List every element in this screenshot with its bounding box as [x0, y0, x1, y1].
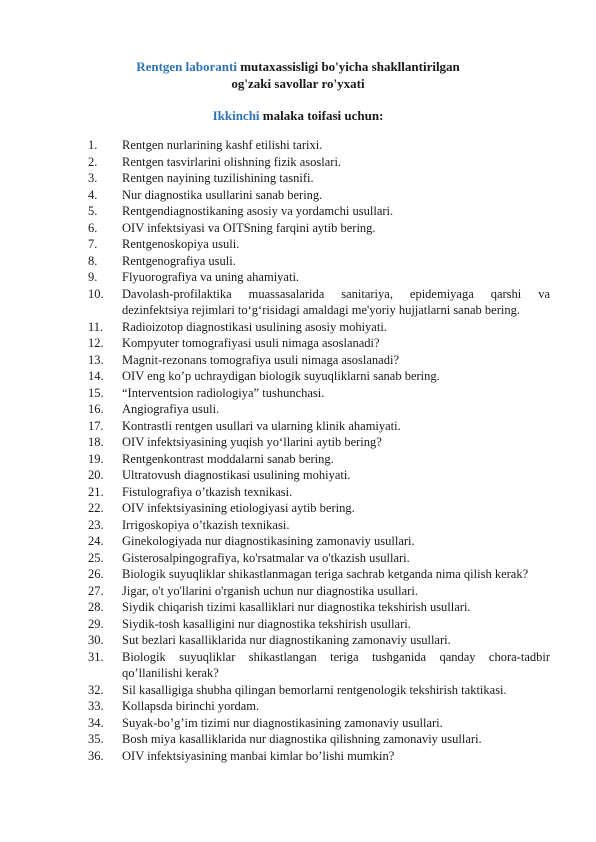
question-text: Nur diagnostika usullarini sanab bering. — [122, 187, 323, 202]
question-number: 24. — [88, 534, 104, 548]
question-number: 9. — [88, 270, 98, 284]
question-text: Biologik suyuqliklar shikastlanmagan teriga sachrab ketganda nima qilish kerak? — [122, 567, 529, 581]
question-item — [88, 335, 550, 352]
question-text: Sil kasalligiga shubha qilingan bemorlarni rentgenologik tekshirish taktikasi. — [122, 682, 507, 697]
question-number: 12. — [88, 336, 104, 350]
question-item — [88, 236, 550, 253]
question-item — [88, 715, 550, 732]
question-text: Rentgen tasvirlarini olishning fizik asoslari. — [122, 154, 342, 169]
question-text: OIV infektsiyasi va OITSning farqini aytib bering. — [122, 220, 376, 235]
question-number: 15. — [88, 385, 104, 400]
question-number: 11. — [88, 319, 104, 334]
question-item — [88, 533, 550, 550]
document-subtitle — [0, 107, 596, 124]
question-text: Bosh miya kasalliklarida nur diagnostika qilishning zamonaviy usullari. — [122, 732, 482, 746]
question-number: 23. — [88, 517, 104, 532]
question-text: OIV infektsiyasining etiologiyasi aytib bering. — [122, 501, 355, 515]
question-number: 30. — [88, 633, 104, 647]
question-item — [88, 385, 550, 402]
question-number: 3. — [88, 171, 98, 185]
question-list — [88, 137, 550, 764]
question-number: 29. — [88, 616, 104, 631]
question-item — [88, 467, 550, 484]
question-number: 4. — [88, 187, 98, 202]
question-text: Siydik chiqarish tizimi kasalliklari nur diagnostika tekshirish usullari. — [122, 600, 471, 614]
question-number: 14. — [88, 369, 104, 383]
question-text: Kontrastli rentgen usullari va ularning klinik ahamiyati. — [122, 418, 401, 433]
question-text: “Interventsion radiologiya” tushunchasi. — [122, 385, 325, 400]
question-text: OIV infektsiyasining yuqish yo‘llarini aytib bering? — [122, 435, 382, 449]
question-text: OIV eng ko’p uchraydigan biologik suyuqliklarni sanab bering. — [122, 369, 440, 383]
question-number: 20. — [88, 468, 104, 482]
question-item — [88, 253, 550, 270]
question-item — [88, 748, 550, 765]
question-number: 17. — [88, 418, 104, 433]
question-item — [88, 203, 550, 220]
document-title — [0, 58, 596, 92]
title-line-1 — [0, 58, 596, 75]
question-item — [88, 418, 550, 435]
question-number: 22. — [88, 501, 104, 515]
question-item — [88, 500, 550, 517]
question-number: 18. — [88, 435, 104, 449]
question-number: 13. — [88, 352, 104, 367]
question-text: Irrigoskopiya o’tkazish texnikasi. — [122, 517, 290, 532]
question-number: 35. — [88, 732, 104, 746]
question-text: Siydik-tosh kasalligini nur diagnostika tekshirish usullari. — [122, 616, 411, 631]
question-item — [88, 154, 550, 171]
question-item — [88, 649, 550, 682]
question-number: 2. — [88, 154, 98, 169]
question-number: 25. — [88, 550, 104, 565]
question-text: Rentgenografiya usuli. — [122, 253, 236, 268]
question-text: Gisterosalpingografiya, ko'rsatmalar va o'tkazish usullari. — [122, 550, 410, 565]
question-item — [88, 616, 550, 633]
question-text: Magnit-rezonans tomografiya usuli nimaga asoslanadi? — [122, 352, 400, 367]
question-item — [88, 220, 550, 237]
question-item — [88, 566, 550, 583]
question-number: 1. — [88, 138, 98, 152]
question-text: Rentgen nurlarining kashf etilishi tarixi. — [122, 138, 323, 152]
question-text: Kollapsda birinchi yordam. — [122, 699, 260, 713]
question-text: Jigar, o't yo'llarini o'rganish uchun nur diagnostika usullari. — [122, 583, 418, 598]
question-item — [88, 401, 550, 418]
question-number: 28. — [88, 600, 104, 614]
subtitle-category: Ikkinchi — [212, 108, 260, 123]
question-item — [88, 170, 550, 187]
question-item — [88, 698, 550, 715]
question-item — [88, 599, 550, 616]
question-text: Suyak-bo’g’im tizimi nur diagnostikasining zamonaviy usullari. — [122, 715, 443, 730]
question-number: 31. — [88, 649, 104, 664]
question-item — [88, 731, 550, 748]
question-item — [88, 682, 550, 699]
question-number: 32. — [88, 682, 104, 697]
question-item — [88, 434, 550, 451]
question-item — [88, 484, 550, 501]
question-text: Davolash-profilaktika muassasalarida sanitariya, epidemiyaga qarshi va dezinfektsiya rejimlari to‘g‘risidagi amaldagi me'yoriy hujjatlarni sanab bering. — [122, 286, 550, 317]
title-specialty: Rentgen laboranti — [136, 59, 237, 74]
title-line-2: og'zaki savollar ro'yxati — [231, 76, 365, 91]
question-number: 16. — [88, 402, 104, 416]
question-number: 8. — [88, 253, 98, 268]
question-item — [88, 517, 550, 534]
question-item — [88, 137, 550, 154]
question-number: 21. — [88, 484, 104, 499]
question-number: 34. — [88, 715, 104, 730]
question-item — [88, 269, 550, 286]
question-text: Biologik suyuqliklar shikastlangan teriga tushganida qanday chora-tadbir qo’llanilishi kerak? — [122, 649, 550, 680]
question-number: 19. — [88, 451, 104, 466]
question-number: 5. — [88, 204, 98, 218]
title-line-1-rest: mutaxassisligi bo'yicha shakllantirilgan — [236, 59, 460, 74]
question-text: Radioizotop diagnostikasi usulining asosiy mohiyati. — [122, 319, 387, 334]
question-text: Angiografiya usuli. — [122, 402, 220, 416]
question-text: Ginekologiyada nur diagnostikasining zamonaviy usullari. — [122, 534, 415, 548]
question-text: Rentgenkontrast moddalarni sanab bering. — [122, 451, 334, 466]
question-number: 26. — [88, 567, 104, 581]
question-item — [88, 632, 550, 649]
question-item — [88, 319, 550, 336]
question-item — [88, 451, 550, 468]
question-number: 27. — [88, 583, 104, 598]
question-text: Kompyuter tomografiyasi usuli nimaga asoslanadi? — [122, 336, 380, 350]
question-item — [88, 286, 550, 319]
question-text: Rentgenoskopiya usuli. — [122, 237, 240, 251]
question-number: 7. — [88, 237, 98, 251]
question-text: Rentgen nayining tuzilishining tasnifi. — [122, 171, 314, 185]
question-number: 36. — [88, 748, 104, 763]
subtitle-rest: malaka toifasi uchun: — [259, 108, 384, 123]
question-text: Fistulografiya o’tkazish texnikasi. — [122, 484, 293, 499]
question-item — [88, 550, 550, 567]
question-number: 10. — [88, 286, 104, 301]
question-item — [88, 583, 550, 600]
question-item — [88, 187, 550, 204]
question-text: OIV infektsiyasining manbai kimlar bo’lishi mumkin? — [122, 748, 395, 763]
question-text: Flyuorografiya va uning ahamiyati. — [122, 270, 300, 284]
question-item — [88, 352, 550, 369]
question-number: 33. — [88, 699, 104, 713]
question-text: Sut bezlari kasalliklarida nur diagnostikaning zamonaviy usullari. — [122, 633, 451, 647]
question-item — [88, 368, 550, 385]
question-number: 6. — [88, 220, 98, 235]
question-text: Rentgendiagnostikaning asosiy va yordamchi usullari. — [122, 204, 394, 218]
question-text: Ultratovush diagnostikasi usulining mohiyati. — [122, 468, 351, 482]
